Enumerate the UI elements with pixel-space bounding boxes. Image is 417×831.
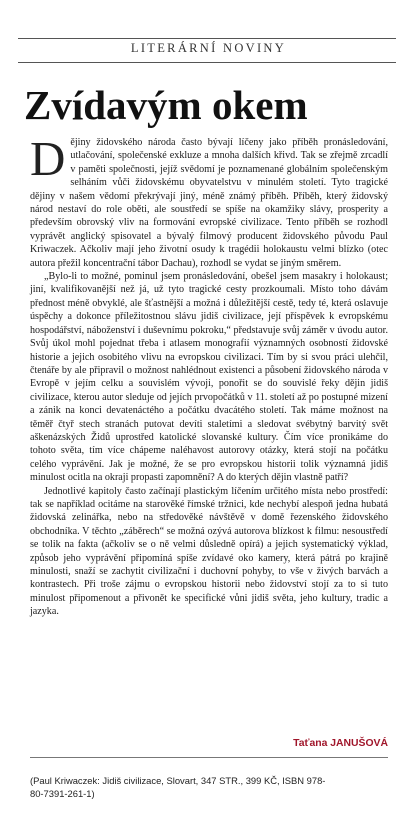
book-info: (Paul Kriwaczek: Jidiš civilizace, Slovart, 347 STR., 399 KČ, ISBN 978-80-7391-261-1) — [30, 775, 326, 799]
paragraph-2: „Bylo-li to možné, pominul jsem pronásledování, obešel jsem masakry i holokaust; jiní, kvalifikovanější než já, už tyto tragické cesty prozkoumali. Místo toho dávám přednost méně obvyklé, ale šťastnější a možná i důležitější cestě, tedy té, která oslavuje úspěchy a dokonce příležitostnou slávu jidiš civilizace, její příspěvek k evropskému hospodářství, náboženství i duševnímu pokroku,“ představuje svůj záměr v úvodu autor. Svůj úkol mohl pojednat třeba i atlasem monografií významných osobností židovské historie a jejich osobitého vlivu na evropskou civilizaci. Tím by si svou práci ulehčil, čtenáře by ale připravil o možnost nahlédnout existenci a působení židovského národa v Evropě v jejím celku a souvislém vývoji, ponořit se do souvislé řeky dějin jidiš civilizace, kterou autor sleduje od jejích prvopočátků v 11. století až po postupné mizení a zánik na konci devatenáctého a počátku dvacátého století. Tak máme možnost na těměř čtyř stech stranách putovat devíti staletími a sledovat svébytný barvitý svět aškenázských Židů uprostřed katolické slovanské kultury. Čím více pronikáme do tohoto světa, tím více chápeme naléhavost autorovy otázky, která stojí na počátku celého vyprávění. Jak je možné, že se pro evropskou historii tolik významná jidiš minulost ocitla na okraji propasti zapomnění? A do kterých dějin vlastně patří? — [30, 271, 388, 484]
top-rule — [18, 38, 396, 39]
article-title: Zvídavým okem — [24, 82, 308, 128]
paragraph-3: Jednotlivé kapitoly často začínají plastickým líčením určitého místa nebo prostředí: tak se například ocitáme na starověké římské tržnici, kde nechybí alespoň jedna hubatá židovská zelinářka, nebo na středověké návštěvě v domě řezenského židovského obchodníka. V těchto „záběrech“ se možná ozývá autorova blízkost k filmu: nesoustředí se tolik na fakta (ačkoliv se o ně velmi důsledně opírá) a jejich systematický výklad, způsob jeho vyprávění připomíná spíše zvídavé oko kamery, která pátrá po krajině minulosti, snaží se zachytit civilizační i duchovní pohyby, to vše v živých barvách a kontrastech. Při troše zájmu o evropskou historii nebo židovství stojí za to si tuto minulost připomenout a přivonět ke specifické vůni jidiš světa, jeho kultury, tradic a jazyka. — [30, 485, 388, 618]
article-body — [30, 131, 388, 619]
drop-cap: D — [30, 131, 66, 186]
paragraph-1 — [30, 131, 388, 270]
bottom-rule — [30, 757, 388, 758]
author-byline: Taťana JANUŠOVÁ — [293, 738, 388, 749]
paragraph-1-text: ějiny židovského národa často bývají líčeny jako příběh pronásledování, utlačování, společenské exkluze a mnoha dalších křivd. Tak se zřejmě zrcadlí v paměti společnosti, jejíž svědomí je poznamenané globálním společenským selháním vůči židovskému obyvatelstvu v minulém století. Tyto tragické dějiny v našem vědomí překrývají jiný, méně známý příběh. Příběh, který židovský národ nestaví do role oběti, ale soustředí se spíše na okamžiky slávy, prosperity a především obrovský vliv na formování evropské civilizace. Tento příběh se rozhodl vyprávět anglický spisovatel a bývalý filmový producent židovského původu Paul Kriwaczek. Ačkoliv mají jeho životní osudy k tragédii holokaustu velmi blízko (otec autora přežil koncentrační tábor Dachau), rozhodl se vydat se jiným směrem. — [30, 137, 388, 269]
section-rule — [18, 62, 396, 63]
section-label: LITERÁRNÍ NOVINY — [130, 41, 287, 55]
